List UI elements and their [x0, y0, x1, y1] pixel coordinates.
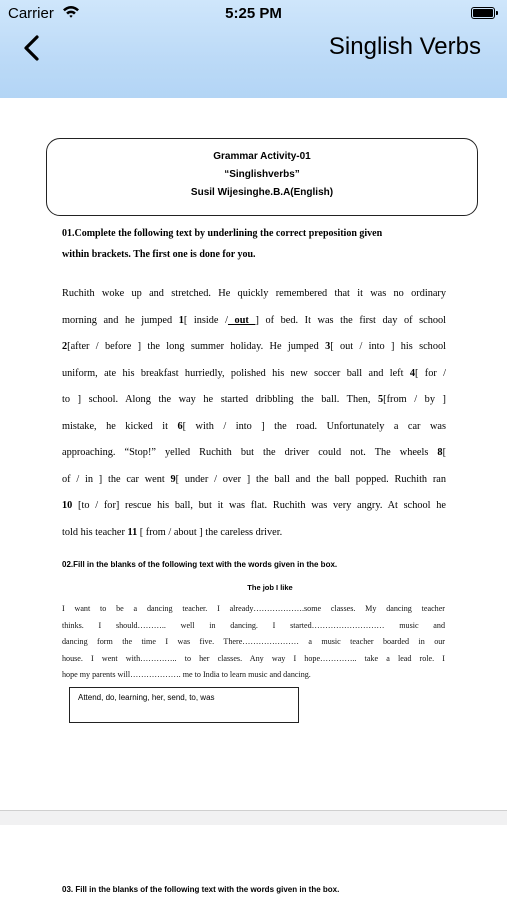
activity-subtitle: “Singlishverbs”: [224, 169, 300, 180]
passage-text: of / in ] the car went: [62, 473, 171, 485]
item-number: 4: [409, 367, 415, 379]
instruction-line: 01.Complete the following text by underlining the correct preposition given: [62, 228, 383, 239]
passage: [62, 281, 446, 546]
document-page-2: [0, 825, 507, 900]
item-number: 6: [177, 420, 183, 432]
status-bar: [0, 0, 507, 28]
passage-text: [: [442, 447, 446, 458]
passage-text: told his teacher: [62, 526, 128, 538]
item-number: 9: [170, 473, 176, 485]
passage-text: [ from / about ] the careless driver.: [137, 526, 283, 538]
question-3-instruction: 03. Fill in the blanks of the following text with the words given in the box.: [62, 885, 340, 894]
item-number: 2: [62, 341, 68, 352]
passage-line: I want to be a dancing teacher. I already……………….some classes. My dancing teacher: [62, 604, 445, 613]
passage-text: [to / for] rescue his ball, but it was flat. Ruchith was very angry. At school he: [72, 500, 446, 511]
word-box: Attend, do, learning, her, send, to, was: [69, 687, 299, 723]
passage-line: [62, 361, 446, 388]
activity-title: Grammar Activity-01: [213, 151, 311, 162]
back-chevron-icon[interactable]: [20, 34, 44, 62]
item-number: 3: [325, 341, 331, 352]
author-name: Susil Wijesinghe.B.A(English): [190, 187, 334, 198]
instruction-line: within brackets. The first one is done for you.: [62, 249, 256, 260]
item-number: 10: [62, 500, 73, 511]
underlined-answer: out: [227, 314, 256, 326]
item-number: 11: [127, 526, 138, 538]
page-separator: [0, 810, 507, 826]
activity-title-box: [46, 138, 478, 216]
passage-line: [62, 308, 446, 335]
passage-text: approaching. “Stop!” yelled Ruchith but the driver could not. The wheels: [62, 447, 438, 458]
passage-line: Ruchith woke up and stretched. He quickly remembered that it was no ordinary: [62, 288, 446, 299]
question-2-instruction: 02.Fill in the blanks of the following text with the words given in the box.: [62, 560, 338, 569]
document-page: [0, 98, 507, 810]
passage-line: [62, 467, 446, 494]
passage-text: [from / by ]: [383, 394, 446, 405]
passage-line: house. I went with………….. to her classes. Any way I hope………….. take a lead role. I: [62, 653, 445, 663]
question-2-passage: [62, 601, 445, 684]
passage-text: mistake, he kicked it: [62, 420, 178, 432]
question-2-title: The job I like: [247, 583, 293, 592]
passage-text: [ out / into ] his school: [330, 341, 446, 352]
navigation-header: [0, 0, 507, 98]
passage-line: [62, 387, 446, 414]
passage-line: thinks. I should……….. well in dancing. I started……………………… music and: [62, 620, 445, 630]
item-number: 5: [378, 394, 384, 405]
passage-line: [62, 440, 446, 467]
passage-text: [ under / over ] the ball and the ball popped. Ruchith ran: [175, 473, 446, 485]
passage-line: dancing form the time I was five. There………………… a music teacher boarded in our: [62, 637, 445, 647]
passage-line: [62, 493, 446, 520]
passage-line: [62, 520, 446, 547]
item-number: 1: [178, 314, 184, 326]
status-time: 5:25 PM: [225, 5, 282, 22]
carrier-label: Carrier: [8, 5, 54, 22]
battery-icon: [471, 7, 495, 19]
passage-line: [62, 334, 446, 361]
passage-line: [62, 414, 446, 441]
passage-text: [ for /: [414, 367, 446, 379]
passage-text: [ with / into ] the road. Unfortunately a car was: [182, 420, 446, 432]
page-title: Singlish Verbs: [328, 33, 481, 60]
question-1-instruction: [62, 223, 450, 265]
passage-text: to ] school. Along the way he started dribbling the ball. Then,: [62, 394, 379, 405]
passage-text: morning and he jumped: [62, 314, 179, 326]
passage-line: hope my parents will………………. me to India to learn music and dancing.: [62, 670, 311, 680]
passage-text: uniform, ate his breakfast hurriedly, polished his new soccer ball and left: [62, 367, 410, 379]
passage-text: [after / before ] the long summer holiday. He jumped: [67, 341, 326, 352]
passage-text: [ inside /: [183, 314, 228, 326]
passage-text: ] of bed. It was the first day of school: [255, 314, 446, 326]
item-number: 8: [437, 447, 443, 458]
